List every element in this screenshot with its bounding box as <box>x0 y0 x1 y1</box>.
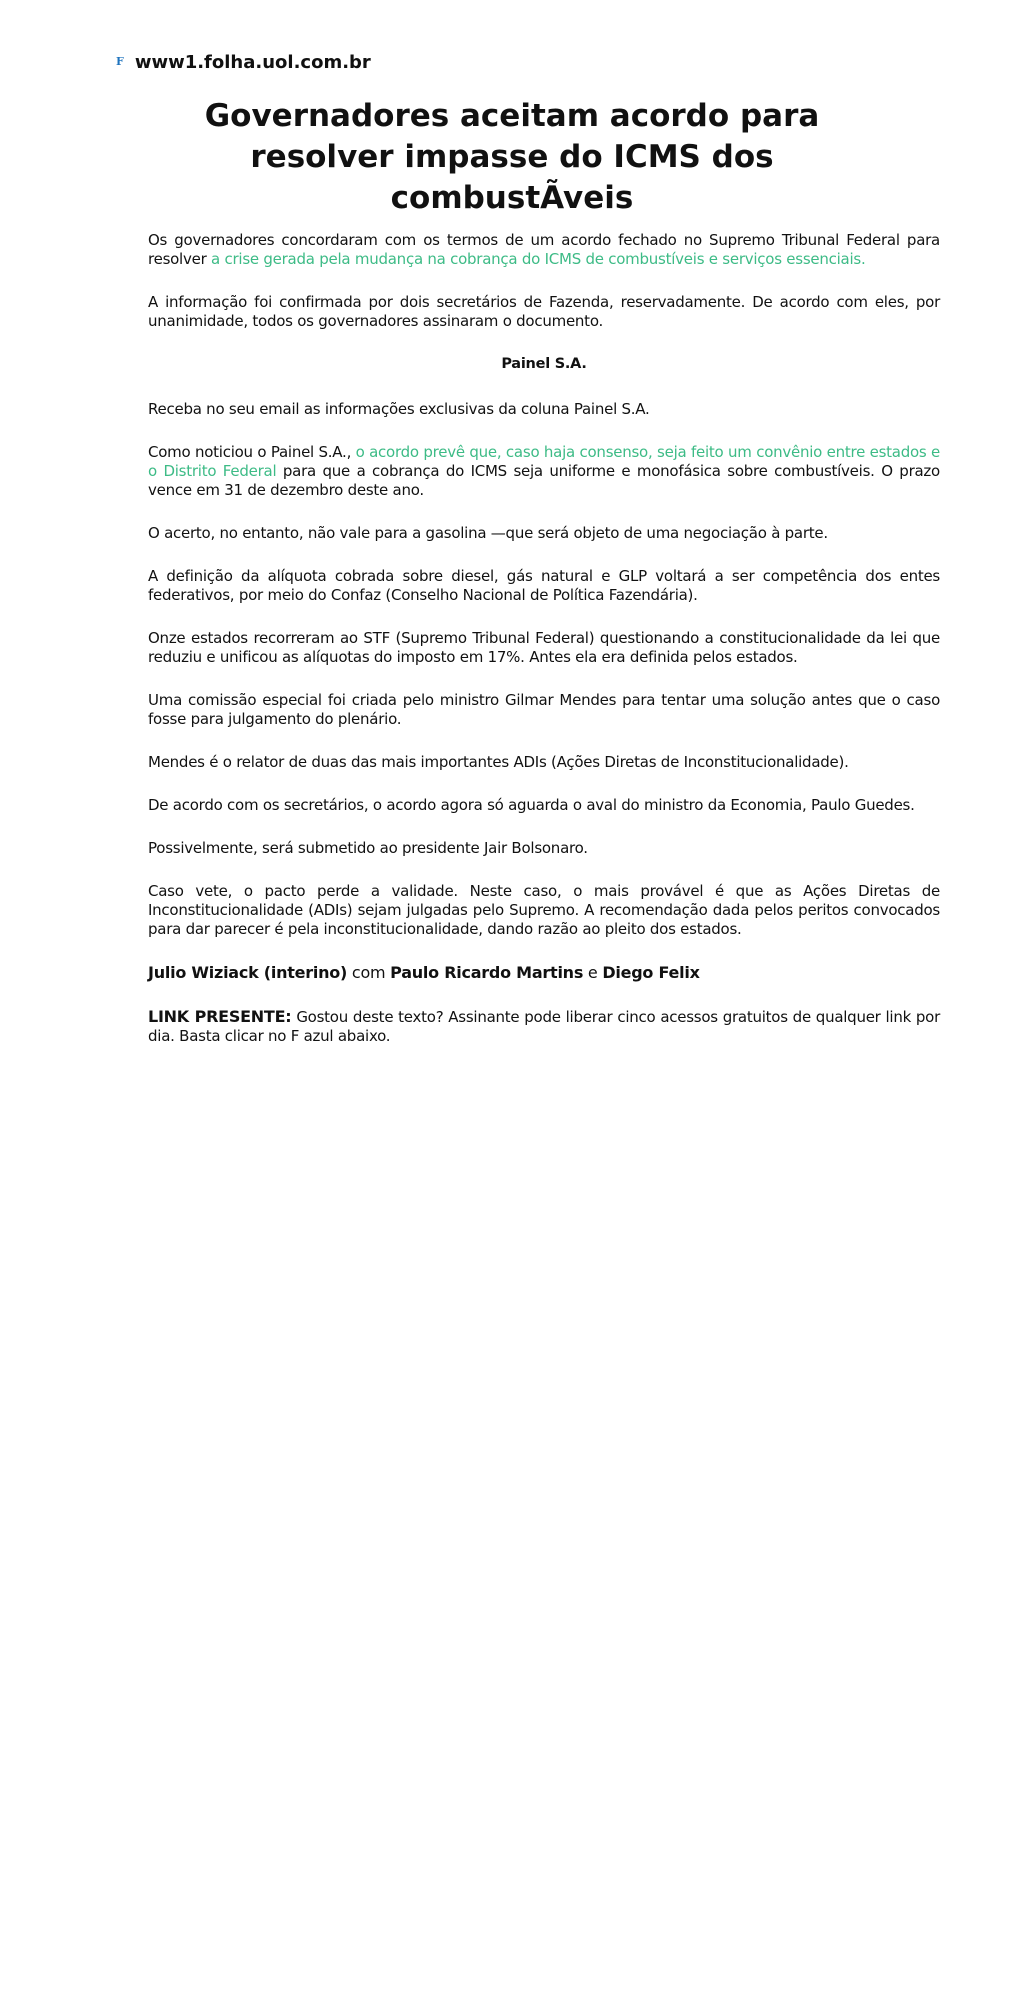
paragraph-10: De acordo com os secretários, o acordo agora só aguarda o aval do ministro da Economia, Paulo Guedes. <box>148 796 915 814</box>
source-header <box>116 52 371 73</box>
paragraph-7: Onze estados recorreram ao STF (Supremo Tribunal Federal) questionando a constitucionalidade da lei que reduziu e unificou as alíquotas do imposto em 17%. Antes ela era definida pelos estados. <box>148 629 940 666</box>
paragraph-4-before: Como noticiou o Painel S.A., <box>148 443 356 461</box>
paragraph-8: Uma comissão especial foi criada pelo ministro Gilmar Mendes para tentar uma solução antes que o caso fosse para julgamento do plenário. <box>148 691 940 728</box>
paragraph-1-text: Os governadores concordaram com os termos de um acordo fechado no Supremo Tribunal Federal para resolver <box>148 231 940 268</box>
paragraph-11: Possivelmente, será submetido ao presidente Jair Bolsonaro. <box>148 839 588 857</box>
byline-author-2: Paulo Ricardo Martins <box>390 963 584 982</box>
byline-author-1: Julio Wiziack (interino) <box>148 963 348 982</box>
paragraph-6: A definição da alíquota cobrada sobre diesel, gás natural e GLP voltará a ser competência dos entes federativos, por meio do Confaz (Conselho Nacional de Política Fazendária). <box>148 567 940 604</box>
section-title: Painel S.A. <box>501 356 587 372</box>
paragraph-12: Caso vete, o pacto perde a validade. Neste caso, o mais provável é que as Ações Diretas de Inconstitucionalidade (ADIs) sejam julgadas pelo Supremo. A recomendação dada pelos peritos convocados para dar parecer é pela inconstitucionalidade, dando razão ao pleito dos estados. <box>148 882 940 938</box>
article-body <box>148 231 940 1070</box>
promo-label: LINK PRESENTE: <box>148 1007 292 1026</box>
paragraph-4-after: para que a cobrança do ICMS seja uniforme e monofásica sobre combustíveis. O prazo vence em 31 de dezembro deste ano. <box>148 462 940 499</box>
byline-conj-2: e <box>583 963 603 982</box>
paragraph-1 <box>148 231 940 269</box>
link-agreement-convenio[interactable]: o acordo prevê que, caso haja consenso, seja feito um convênio entre estados e o Distrito Federal <box>148 443 941 480</box>
paragraph-9: Mendes é o relator de duas das mais importantes ADIs (Ações Diretas de Inconstitucionalidade). <box>148 753 849 771</box>
article-headline: Governadores aceitam acordo para resolver impasse do ICMS dos combustÃveis <box>204 98 820 216</box>
folha-logo-icon: F <box>116 55 124 68</box>
paragraph-2: A informação foi confirmada por dois secretários de Fazenda, reservadamente. De acordo com eles, por unanimidade, todos os governadores assinaram o documento. <box>148 293 940 330</box>
byline <box>148 963 940 983</box>
link-icms-crisis[interactable]: a crise gerada pela mudança na cobrança do ICMS de combustíveis e serviços essenciais. <box>211 250 866 268</box>
promo-text: Gostou deste texto? Assinante pode liberar cinco acessos gratuitos de qualquer link por dia. Basta clicar no F azul abaixo. <box>148 1008 940 1045</box>
byline-conj-1: com <box>347 963 391 982</box>
byline-author-3: Diego Felix <box>602 963 700 982</box>
paragraph-5: O acerto, no entanto, não vale para a gasolina —que será objeto de uma negociação à parte. <box>148 524 828 542</box>
paragraph-3: Receba no seu email as informações exclusivas da coluna Painel S.A. <box>148 400 650 418</box>
link-presente-promo <box>148 1007 940 1046</box>
paragraph-4 <box>148 443 940 500</box>
source-domain: www1.folha.uol.com.br <box>134 52 371 73</box>
